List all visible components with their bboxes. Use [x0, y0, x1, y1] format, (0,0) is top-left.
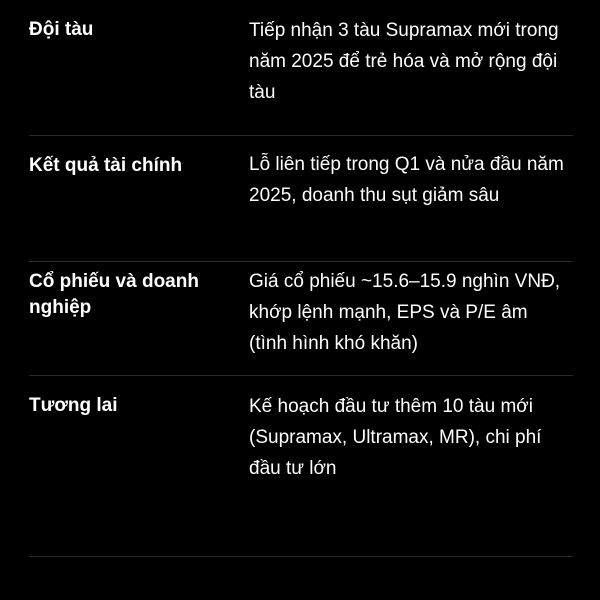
row-value: Giá cổ phiếu ~15.6–15.9 nghìn VNĐ, khớp lệnh mạnh, EPS và P/E âm (tình hình khó khăn) — [249, 271, 561, 354]
summary-table — [29, 0, 573, 557]
row-label: Cổ phiếu và doanh nghiệp — [29, 271, 199, 318]
table-row — [29, 262, 573, 376]
row-value: Tiếp nhận 3 tàu Supramax mới trong năm 2025 để trẻ hóa và mở rộng đội tàu — [249, 20, 559, 103]
table-row — [29, 136, 573, 262]
table-row — [29, 376, 573, 557]
row-label: Tương lai — [29, 395, 118, 416]
row-label: Kết quả tài chính — [29, 155, 183, 176]
row-value: Kế hoạch đầu tư thêm 10 tàu mới (Supramax, Ultramax, MR), chi phí đầu tư lớn — [249, 396, 542, 479]
table-row — [29, 0, 573, 136]
row-label: Đội tàu — [29, 19, 94, 40]
row-value: Lỗ liên tiếp trong Q1 và nửa đầu năm 2025, doanh thu sụt giảm sâu — [249, 154, 564, 206]
